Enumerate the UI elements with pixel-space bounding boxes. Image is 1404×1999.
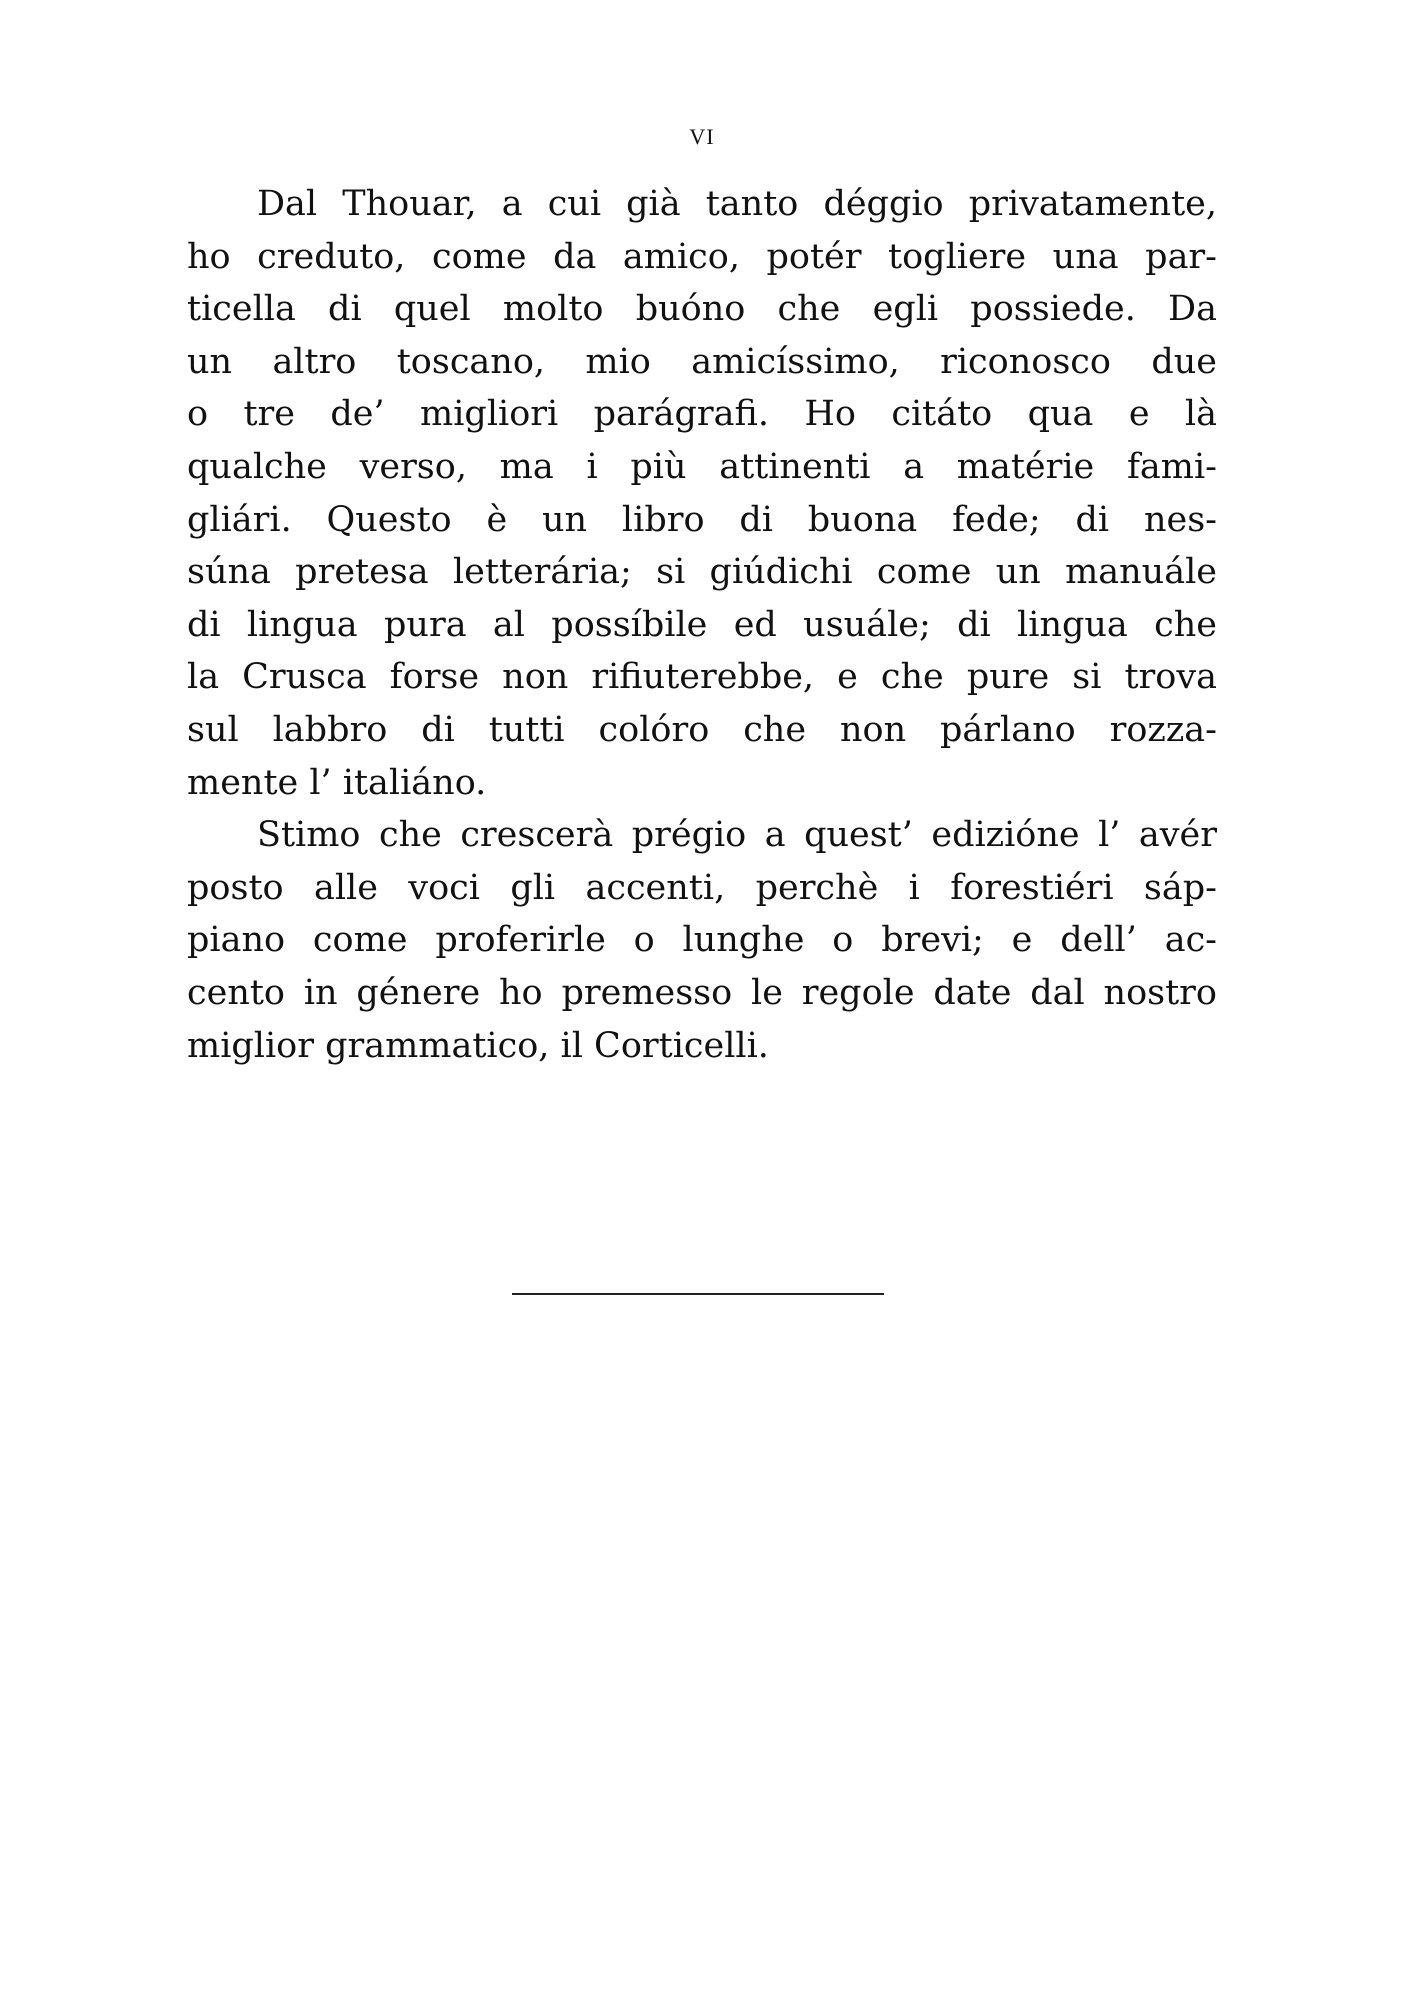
text-line: sul labbro di tutti colóro che non párlano rozza- [187, 709, 1217, 750]
text-line: mente l’ italiáno. [187, 762, 487, 803]
body-text [187, 178, 1217, 1072]
text-line: Dal Thouar, a cui già tanto déggio privatamente, [257, 184, 1217, 224]
paragraph-2 [187, 809, 1217, 1072]
text-line: di lingua pura al possíbile ed usuále; di lingua che [187, 604, 1217, 645]
text-line: Stimo che crescerà prégio a quest’ edizióne l’ avér [257, 815, 1217, 856]
paragraph-1 [187, 178, 1217, 809]
text-line: la Crusca forse non rifiuterebbe, e che pure si trova [187, 657, 1217, 698]
text-line: miglior grammatico, il Corticelli. [187, 1025, 769, 1066]
text-line: un altro toscano, mio amicíssimo, riconosco due [187, 341, 1217, 382]
text-line: ticella di quel molto buóno che egli possiede. Da [187, 289, 1217, 330]
text-line: posto alle voci gli accenti, perchè i forestiéri sáp- [187, 867, 1217, 908]
text-line: qualche verso, ma i più attinenti a matérie fami- [187, 446, 1217, 487]
page-number: VI [689, 124, 715, 149]
text-line: piano come proferirle o lunghe o brevi; e dell’ ac- [187, 920, 1217, 961]
text-line: súna pretesa letterária; si giúdichi come un manuále [187, 552, 1217, 593]
text-line: gliári. Questo è un libro di buona fede; di nes- [187, 499, 1217, 540]
text-line: cento in génere ho premesso le regole date dal nostro [187, 972, 1217, 1013]
section-divider [512, 1293, 884, 1295]
text-line: ho creduto, come da amico, potér togliere una par- [187, 236, 1217, 277]
text-line: o tre de’ migliori parágrafi. Ho citáto qua e là [187, 394, 1217, 435]
